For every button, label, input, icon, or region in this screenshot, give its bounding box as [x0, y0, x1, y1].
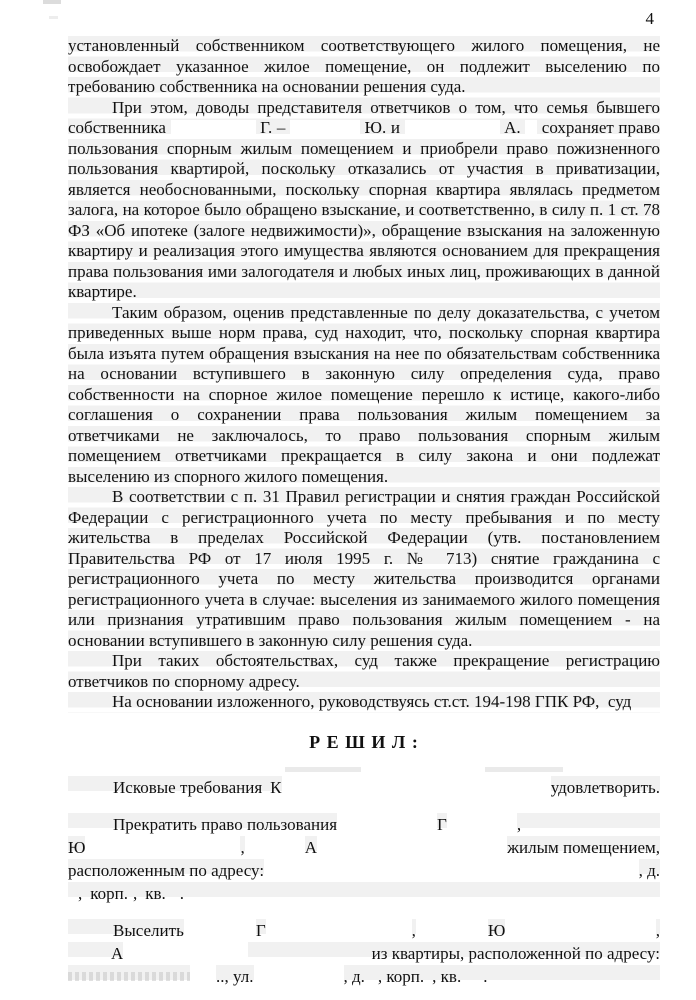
- terminate-line-4: [68, 882, 660, 905]
- ruling-heading: Р Е Ш И Л :: [309, 731, 419, 752]
- text-segment: кв.: [145, 883, 166, 903]
- terminate-line-2: [68, 836, 660, 859]
- redacted-initial: А.: [504, 118, 521, 137]
- word-space: [424, 965, 432, 988]
- paragraph-legal-basis: На основании изложенного, руководствуясь ст.ст. 194-198 ГПК РФ, суд: [68, 692, 660, 713]
- text-segment: ,: [516, 814, 522, 834]
- text-segment: жилым помещением,: [507, 837, 660, 857]
- text-segment: Исковые требования: [113, 777, 263, 797]
- redaction-gap: [85, 836, 240, 859]
- indent-space: [68, 942, 111, 965]
- text-segment: сохраняет право пользования спорным жилым помещением и приобрели право пожизненного пользования квартирой, поскольку отказались от участия в приватизации, является необоснованными, поскольку спорная квартира являлась предметом залога, на которое было обращено взыскание, и соответственно, в силу п. 1 ст. 78 ФЗ «Об ипотеке (залоге недвижимости)», обращение взыскания на заложенную квартиру и реализация этого имущества являются основанием для прекращения права пользования ими залогодателя и любых иных лиц, проживающих в данной квартире.: [68, 118, 660, 301]
- text-segment: ,: [655, 920, 660, 940]
- redaction-gap: [254, 965, 344, 988]
- terminate-line-1: [68, 813, 660, 836]
- text-segment: из квартиры, расположенной по адресу:: [371, 943, 660, 963]
- redacted-initial: Г: [255, 920, 266, 940]
- text-segment: ,: [411, 920, 416, 940]
- text-segment: При этом, доводы представителя ответчиков о том, что семья бывшего собственника: [68, 97, 660, 137]
- text-segment: удовлетворить.: [550, 777, 660, 797]
- redacted-initial: Ю. и: [364, 118, 400, 137]
- word-space: [365, 965, 378, 988]
- text-segment: ,: [78, 883, 83, 903]
- word-space: [137, 882, 145, 905]
- redaction-gap: [171, 120, 256, 137]
- text-segment: , д.: [343, 966, 365, 986]
- first-line-indent: [68, 776, 113, 799]
- page-number: 4: [645, 9, 654, 28]
- word-space: [262, 776, 270, 799]
- redacted-initial: К: [270, 777, 282, 797]
- document-body: [0, 28, 696, 988]
- redaction-gap: [317, 836, 507, 859]
- redaction-gap: [525, 120, 537, 137]
- text-segment: .: [483, 966, 488, 986]
- ruling-evict-block: [68, 919, 660, 988]
- evict-line-2: [68, 942, 660, 965]
- text-segment: , д.: [638, 860, 660, 880]
- text-segment: ,: [240, 837, 245, 857]
- scan-artifact: [43, 0, 61, 4]
- text-segment: .., ул.: [216, 966, 254, 986]
- scan-artifact: [49, 16, 58, 19]
- redaction-gap: [264, 859, 639, 882]
- text-segment: , кв.: [432, 966, 462, 986]
- ruling-terminate-block: [68, 813, 660, 905]
- word-space: [461, 965, 483, 988]
- paragraph-circumstances: При таких обстоятельствах, суд также прекращение регистрацию ответчиков по спорному адресу.: [68, 651, 660, 691]
- text-segment: Выселить: [113, 920, 184, 940]
- redaction-gap: [337, 813, 437, 836]
- terminate-line-3: [68, 859, 660, 882]
- text-segment: ,: [133, 883, 138, 903]
- text-segment: , корп.: [377, 966, 425, 986]
- redaction-gap: [447, 813, 517, 836]
- redaction-gap: [290, 120, 360, 137]
- redaction-gap: [405, 120, 500, 137]
- paragraph-respondents-arguments: [68, 98, 660, 303]
- word-space: [166, 882, 180, 905]
- paragraph-court-findings: Таким образом, оценив представленные по делу доказательства, с учетом приведенных выше норм права, суд находит, что, поскольку спорная квартира была изъята путем обращения взыскания на нее по обязательствам собственника на основании вступившего в законную силу определения суда, право собственности на спорное жилое помещение перешло к истице, какого-либо соглашения о сохранении права пользования жилым помещением за ответчиками не заключалось, то право пользования спорным жилым помещением ответчиками прекращается в силу закона и они подлежат выселению из спорного жилого помещения.: [68, 302, 660, 486]
- evict-line-1: [68, 919, 660, 942]
- redaction-gap: [266, 919, 412, 942]
- first-line-indent: [68, 919, 113, 942]
- word-space: [82, 882, 90, 905]
- redacted-initial: Г: [437, 814, 447, 834]
- paragraph-eviction-rule: установленный собственником соответствующего жилого помещения, не освобождает указанное жилое помещение, он подлежит выселению по требованию собственника на основании решения суда.: [68, 36, 660, 96]
- text-segment: расположенным по адресу:: [68, 860, 265, 880]
- redaction-gap: [123, 942, 248, 965]
- redaction-gap: [505, 919, 655, 942]
- evict-line-3: [68, 965, 660, 988]
- redacted-initial: Ю: [68, 837, 86, 857]
- redaction-gap: [282, 776, 551, 799]
- erased-text-remnant: [68, 972, 190, 981]
- redaction-gap: [245, 836, 305, 859]
- text-segment: .: [179, 883, 185, 903]
- ruling-claims-line: [68, 776, 660, 799]
- text-segment: корп.: [90, 883, 128, 903]
- redaction-gap: [184, 919, 256, 942]
- redaction-gap: [416, 919, 488, 942]
- redacted-initial: А: [304, 837, 318, 857]
- redaction-gap: [190, 965, 216, 988]
- text-segment: Прекратить право пользования: [113, 814, 338, 834]
- redacted-initial: Г. –: [260, 118, 286, 137]
- paragraph-registration-rules: В соответствии с п. 31 Правил регистрации и снятия граждан Российской Федерации с регистрационного учета по месту пребывания и по месту жительства в пределах Российской Федерации (утв. постановлением Правительства РФ от 17 июля 1995 г. № 713) снятие гражданина с регистрационного учета по месту жительства производится органами регистрационного учета в случае: выселения из занимаемого жилого помещения или признания утратившим право пользования жилым помещением - на основании вступившего в законную силу решения суда.: [68, 487, 660, 650]
- redacted-initial: Ю: [487, 920, 506, 940]
- first-line-indent: [68, 813, 113, 836]
- redacted-initial: А: [111, 943, 124, 963]
- word-space: [68, 882, 78, 905]
